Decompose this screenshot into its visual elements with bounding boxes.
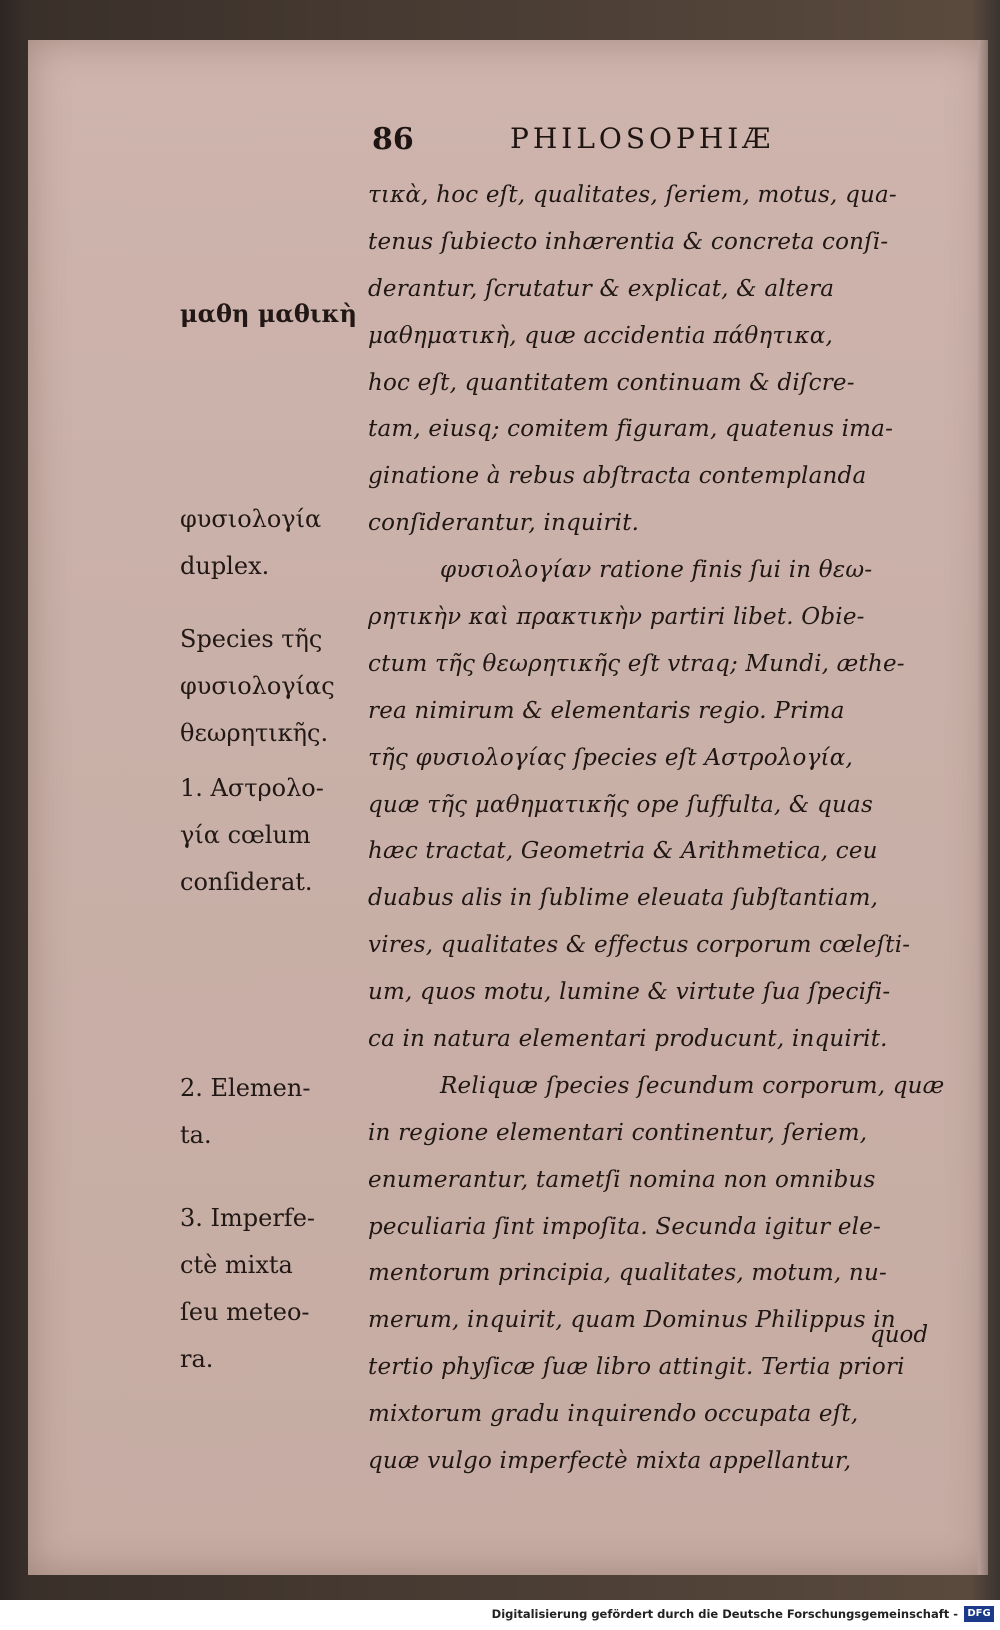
- text-line: τῆς φυσιολογίας ſpecies eſt Αστρολογία,: [368, 744, 853, 771]
- marginal-note-line: γία cœlum: [180, 821, 311, 849]
- digitization-footer: [0, 1600, 1000, 1630]
- text-line: τικὰ, hoc eſt, qualitates, ſeriem, motus, qua-: [368, 182, 897, 208]
- marginal-note-imperfecte-mixta: [180, 1195, 315, 1383]
- marginal-note-line: 2. Elemen-: [180, 1074, 311, 1102]
- text-line: mentorum principia, qualitates, motum, nu-: [368, 1260, 887, 1287]
- marginal-note-line: Species τῆς: [180, 625, 323, 653]
- text-line: φυσιολογίαν ratione finis ſui in θεω-: [440, 557, 873, 584]
- marginal-note-line: φυσιολογίας: [180, 672, 335, 700]
- running-title: PHILOSOPHIÆ: [510, 122, 775, 155]
- text-line: tenus ſubiecto inhærentia & concreta conſi-: [368, 228, 889, 255]
- marginal-note-line: ſeu meteo-: [180, 1298, 310, 1326]
- text-line: Reliquæ ſpecies ſecundum corporum, quæ: [440, 1072, 945, 1099]
- page-edge: [978, 40, 988, 1575]
- marginal-note-line: ctè mixta: [180, 1251, 293, 1279]
- marginal-note-line: conſiderat.: [180, 868, 313, 896]
- text-line: enumerantur, tametſi nomina non omnibus: [368, 1166, 876, 1193]
- text-line: ginatione à rebus abſtracta contemplanda: [368, 463, 867, 490]
- marginal-note-physiologia-duplex: [180, 496, 321, 590]
- text-line: duabus alis in ſublime eleuata ſubſtantiam,: [368, 885, 879, 912]
- text-line: μαθηματικὴ, quæ accidentia πάθητικα,: [368, 322, 834, 349]
- text-line: ρητικὴν καὶ πρακτικὴν partiri libet. Obie-: [368, 604, 865, 631]
- text-line: hæc tractat, Geometria & Arithmetica, ceu: [368, 838, 878, 865]
- marginal-note-elementa: [180, 1065, 310, 1159]
- text-line: ca in natura elementari producunt, inquirit.: [368, 1026, 888, 1053]
- marginal-note-line: ta.: [180, 1121, 212, 1149]
- text-line: quæ vulgo imperfectè mixta appellantur,: [368, 1448, 852, 1475]
- page-number: 86: [372, 122, 414, 157]
- text-line: vires, qualitates & effectus corporum cœleſti-: [368, 932, 911, 959]
- text-line: um, quos motu, lumine & virtute ſua ſpecifi-: [368, 979, 891, 1006]
- main-text-block: [368, 172, 958, 1485]
- marginal-note-line: μαθη μαθικὴ: [180, 299, 357, 328]
- text-line: tam, eiusq; comitem figuram, quatenus ima-: [368, 416, 894, 443]
- marginal-note-line: ra.: [180, 1345, 214, 1373]
- dfg-logo-icon: DFG: [964, 1606, 994, 1622]
- text-line: mixtorum gradu inquirendo occupata eſt,: [368, 1401, 859, 1428]
- marginal-note-line: θεωρητικῆς.: [180, 719, 329, 747]
- footer-credit: Digitalisierung gefördert durch die Deutsche Forschungsgemeinschaft -: [491, 1607, 958, 1621]
- text-line: peculiaria ſint impoſita. Secunda igitur ele-: [368, 1213, 882, 1240]
- text-line: rea nimirum & elementaris regio. Prima: [368, 697, 845, 724]
- marginal-note-line: 3. Imperfe-: [180, 1204, 315, 1232]
- catchword: quod: [870, 1322, 929, 1348]
- marginal-note-line: φυσιολογία: [180, 505, 322, 533]
- text-line: quæ τῆς μαθηματικῆς ope ſuffulta, & quas: [368, 791, 873, 818]
- marginal-note-line: duplex.: [180, 552, 270, 580]
- text-line: in regione elementari continentur, ſeriem,: [368, 1119, 868, 1146]
- marginal-note-species-theoretikes: [180, 616, 335, 757]
- marginal-note-line: 1. Αστρολο-: [180, 774, 324, 802]
- text-line: hoc eſt, quantitatem continuam & diſcre-: [368, 369, 855, 396]
- marginal-note-mathematike: [180, 290, 357, 337]
- text-line: merum, inquirit, quam Dominus Philippus in: [368, 1307, 896, 1334]
- text-line: ctum τῆς θεωρητικῆς eſt vtraq; Mundi, æthe-: [368, 650, 905, 677]
- marginal-note-astrologia: [180, 765, 324, 906]
- text-line: tertio phyſicæ ſuæ libro attingit. Tertia priori: [368, 1354, 905, 1381]
- running-head: [362, 118, 962, 168]
- text-line: derantur, ſcrutatur & explicat, & altera: [368, 275, 835, 302]
- text-line: conſiderantur, inquirit.: [368, 510, 640, 537]
